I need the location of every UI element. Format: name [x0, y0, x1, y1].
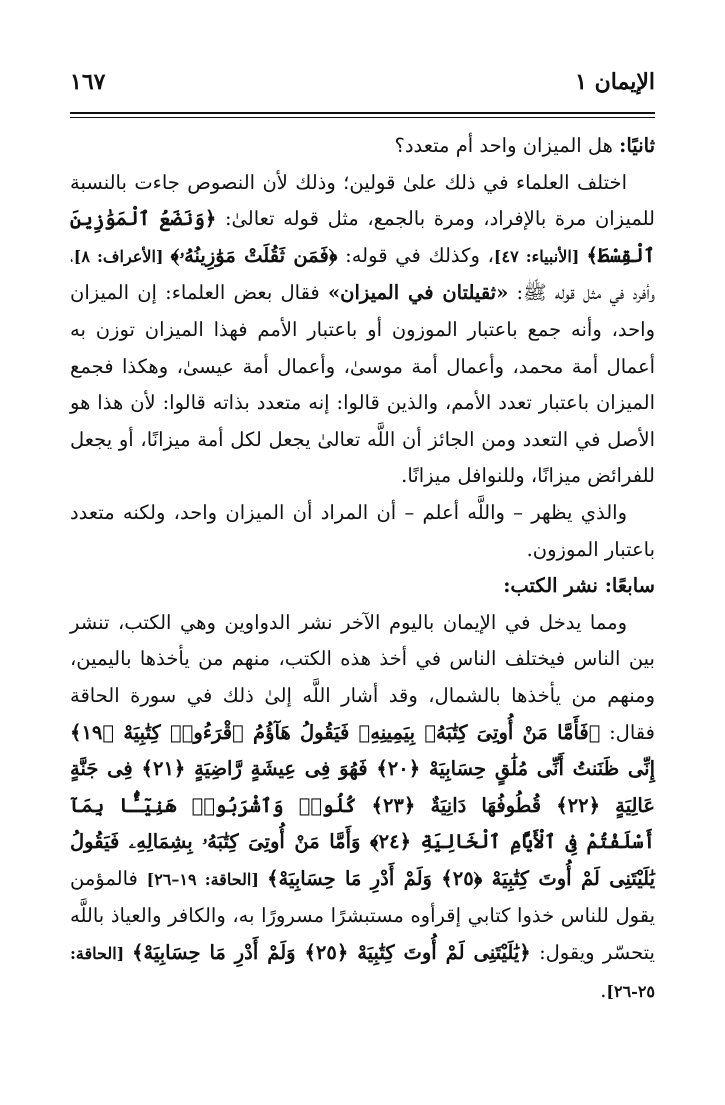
text-run: فالمؤمن يقول للناس خذوا كتابي إقرأوه مستبشرًا مسرورًا به، والكافر والعياذ باللَّه يتحسّر ويقول:: [70, 866, 655, 965]
point-label: ثانيًا:: [619, 134, 655, 157]
text-run: .: [600, 978, 607, 1002]
page-body: [70, 128, 655, 1010]
point-text: هل الميزان واحد أم متعدد؟: [394, 134, 620, 157]
running-header: [70, 62, 655, 102]
paragraph-conclusion: [70, 495, 655, 568]
paragraph-question: [70, 128, 655, 165]
quran-quote: ﴿وَنَضَعُ ٱلْمَوَٰزِينَ ٱلْقِسْطَ﴾: [70, 207, 656, 267]
page-number: ١٦٧: [70, 69, 106, 95]
text-run: فقال بعض العلماء: إن الميزان واحد، وأنه جمع باعتبار الموزون أو باعتبار الأمم فهذا الميزان توزن به أعمال أمة محمد، وأعمال أمة موسىٰ، وأعمال أمة عيسىٰ، وهكذا فجمع الميزان باعتبار تعدد الأمم، والذين قالوا: إنه متعدد بذاته قالوا: لأن هذا هو الأصل في التعدد ومن الجائز أن اللَّه تعالىٰ يجعل لكل أمة ميزانًا، أو يجعل للفرائض ميزانًا، وللنوافل ميزانًا.: [70, 281, 655, 488]
quran-citation: [الأعراف: ٨]: [73, 246, 171, 266]
text-run: ، وأفرد في مثل قوله ﷺ:: [70, 243, 655, 305]
paragraph-books: [70, 605, 655, 1011]
quran-quote: ﴿يَٰلَيْتَنِى لَمْ أُوتَ كِتَٰبِيَهْ ﴿٢٥﴾ وَلَمْ أَدْرِ مَا حِسَابِيَهْ﴾: [131, 941, 531, 965]
section-title: الإيمان ١: [575, 69, 655, 95]
quran-citation: [الأنبياء: ٤٧]: [493, 246, 587, 266]
quran-quote: ﴿فَمَن ثَقُلَتْ مَوَٰزِينُهُۥ﴾: [170, 243, 338, 267]
header-rule-thin: [70, 117, 655, 118]
point-text: نشر الكتب:: [503, 574, 605, 598]
point-label: سابعًا:: [604, 574, 655, 598]
section-heading: [70, 568, 655, 605]
quran-citation: [الحاقة: ١٩–٢٦]: [146, 869, 268, 889]
header-rule-thick: [70, 112, 655, 114]
text-run: ومما يدخل في الإيمان باليوم الآخر نشر الدواوين وهي الكتب، تنشر بين الناس فيختلف الناس في أخذ هذه الكتب، منهم من يأخذها باليمين، ومنهم من يأخذها بالشمال، وقد أشار اللَّه إلىٰ ذلك في سورة الحاقة فقال:: [70, 610, 655, 744]
text-run: اختلف العلماء في ذلك علىٰ قولين؛ وذلك لأن النصوص جاءت بالنسبة للميزان مرة بالإفراد، ومرة بالجمع، مثل قوله تعالىٰ:: [70, 170, 655, 231]
text-run: ، وكذلك في قوله:: [337, 243, 494, 267]
text-run: والذي يظهر – واللَّه أعلم – أن المراد أن الميزان واحد، ولكنه متعدد باعتبار الموزون.: [70, 500, 655, 561]
paragraph-disagreement: [70, 165, 655, 495]
quran-citation: [الحاقة: ٢٥-٢٦]: [70, 944, 655, 1001]
quran-quote: ﴿فَأَمَّا مَنْ أُوتِىَ كِتَٰبَهُۥ بِيَمِينِهِۦ فَيَقُولُ هَآؤُمُ ٱقْرَءُوا۟ كِتَٰبِيَهْ ﴿١٩﴾ إِنِّى ظَنَنتُ أَنِّى مُلَٰقٍ حِسَابِيَهْ ﴿٢٠﴾ فَهُوَ فِى عِيشَةٍ رَّاضِيَةٍ ﴿٢١﴾ فِى جَنَّةٍ عَالِيَةٍ ﴿٢٢﴾ قُطُوفُهَا دَانِيَةٌ ﴿٢٣﴾ كُلُوا۟ وَٱشْرَبُوا۟ هَنِيٓـًٔۢا بِمَآ أَسْلَفْتُمْ فِى ٱلْأَيَّامِ ٱلْخَالِيَةِ ﴿٢٤﴾ وَأَمَّا مَنْ أُوتِىَ كِتَٰبَهُۥ بِشِمَالِهِۦ فَيَقُولُ يَٰلَيْتَنِى لَمْ أُوتَ كِتَٰبِيَهْ ﴿٢٥﴾ وَلَمْ أَدْرِ مَا حِسَابِيَهْ﴾: [70, 720, 656, 890]
hadith-quote: «ثقيلتان في الميزان»: [327, 281, 509, 305]
